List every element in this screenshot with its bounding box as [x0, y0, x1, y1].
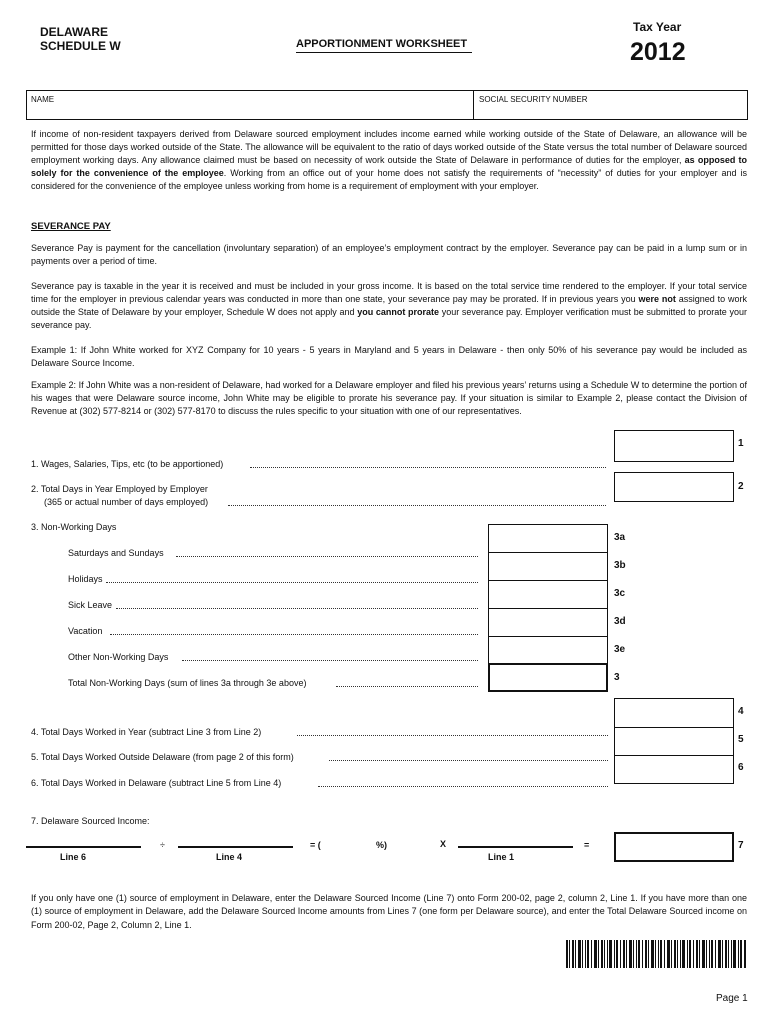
line-3a-number: 3a — [614, 532, 626, 543]
barcode — [566, 940, 746, 968]
line-7-number: 7 — [738, 840, 744, 851]
line-3a-input[interactable] — [489, 525, 607, 551]
line-7-line6-caption: Line 6 — [60, 852, 87, 862]
intro-paragraph: If income of non-resident taxpayers derived from Delaware sourced employment includes income earned while working outside of the State of Delaware, an allowance will be permitted for those days worked outside of the State. The allowance will be equivalent to the ratio of days worked outside of the State versus the total number of Delaware sourced employment working days. Any allowance claimed must be based on necessity of work outside the State of Delaware in performance of duties for the employer, as opposed to solely for the convenience of the employee. Working from an office out of your home does not satisfy the requirements of “necessity” of duties for your employer and is considered for the convenience of the employee unless working from home is a requirement of employment with your employer. — [31, 129, 747, 192]
line-3d-input[interactable] — [489, 609, 607, 635]
line-3-total-input[interactable] — [488, 663, 608, 692]
line-3e-number: 3e — [614, 644, 626, 655]
line-3d-number: 3d — [614, 616, 626, 627]
line-5-input[interactable] — [615, 728, 733, 754]
line-7-percent-field[interactable] — [326, 836, 374, 850]
line-7-divide-sign: ÷ — [160, 840, 165, 850]
line-4-number: 4 — [738, 706, 744, 717]
severance-definition: Severance Pay is payment for the cancellation (involuntary separation) of an employee’s employment contract by the employer. Severance pay can be paid in a lump sum or in payments over a period of time. — [31, 243, 747, 267]
page-number: Page 1 — [716, 993, 748, 1004]
ssn-field[interactable] — [479, 103, 744, 119]
severance-heading: SEVERANCE PAY — [31, 221, 111, 232]
identity-box — [26, 90, 748, 120]
line-4-label: 4. Total Days Worked in Year (subtract Line 3 from Line 2) — [31, 727, 262, 737]
line-3b-number: 3b — [614, 560, 626, 571]
line-2-input[interactable] — [614, 472, 734, 502]
line-5-number: 5 — [738, 734, 744, 745]
line-7-line6-field[interactable] — [26, 846, 141, 848]
name-label: NAME — [31, 95, 55, 104]
line-7-line4-field[interactable] — [178, 846, 293, 848]
line-3c-label: Sick Leave — [68, 600, 113, 610]
ssn-label: SOCIAL SECURITY NUMBER — [479, 95, 588, 104]
agency-line-2: SCHEDULE W — [40, 39, 121, 53]
tax-year-label: Tax Year — [633, 20, 682, 34]
line-7-times-sign: X — [440, 839, 447, 849]
form-title: APPORTIONMENT WORKSHEET — [296, 38, 472, 53]
line-7-input[interactable] — [614, 832, 734, 862]
severance-example-2: Example 2: If John White was a non-resident of Delaware, had worked for a Delaware employer and filed his previous years’ returns using a Schedule W to determine the portion of his wages that were Delaware source income, John White may be eligible to prorate his severance pay. If your situation is similar to Example 2, please contact the Division of Revenue at (302) 577-8214 or (302) 577-8170 to discuss the rules specific to your situation with one of our representatives. — [31, 380, 747, 417]
severance-example-1: Example 1: If John White worked for XYZ Company for 10 years - 5 years in Maryland and 5 years in Delaware - then only 50% of his severance pay would be included as Delaware Source Income. — [31, 345, 747, 369]
tax-year: 2012 — [630, 38, 686, 66]
line-2-sublabel: (365 or actual number of days employed) — [44, 497, 209, 507]
line-4-input[interactable] — [615, 699, 733, 726]
line-7-equals-sign: = — [584, 840, 590, 850]
line-3-total-number: 3 — [614, 672, 620, 683]
name-field[interactable] — [67, 103, 467, 119]
line-3c-input[interactable] — [489, 581, 607, 607]
line-3c-number: 3c — [614, 588, 626, 599]
line-7-line1-field[interactable] — [458, 846, 573, 848]
line-3b-input[interactable] — [489, 553, 607, 579]
line-3e-input[interactable] — [489, 637, 607, 662]
line-6-number: 6 — [738, 762, 744, 773]
line-1-input[interactable] — [614, 430, 734, 462]
line-3a-label: Saturdays and Sundays — [68, 548, 164, 558]
line-3-total-label: Total Non-Working Days (sum of lines 3a through 3e above) — [68, 678, 307, 688]
line-7-line4-caption: Line 4 — [216, 852, 243, 862]
line-6-input[interactable] — [615, 756, 733, 783]
line-1-label: 1. Wages, Salaries, Tips, etc (to be apportioned) — [31, 459, 224, 469]
line-7-line1-caption: Line 1 — [488, 852, 515, 862]
line-3-label: 3. Non-Working Days — [31, 522, 117, 532]
line-2-number: 2 — [738, 481, 744, 492]
line-7-label: 7. Delaware Sourced Income: — [31, 816, 150, 826]
severance-taxable: Severance pay is taxable in the year it is received and must be included in your gross income. It is based on the total service time rendered to the employer. If your total service time for the employer in previous calendar years was conducted in more than one state, your severance pay may be prorated. If in previous years you were not assigned to work outside the State of Delaware by your employer, Schedule W does not apply and you cannot prorate your severance pay. Employer verification must be submitted to prorate your severance pay. — [31, 281, 748, 331]
line-3b-label: Holidays — [68, 574, 103, 584]
line-7-equals-open: = ( — [310, 840, 321, 850]
form-agency — [40, 25, 121, 53]
line-5-label: 5. Total Days Worked Outside Delaware (from page 2 of this form) — [31, 752, 294, 762]
line-3e-label: Other Non-Working Days — [68, 652, 169, 662]
line-1-number: 1 — [738, 438, 744, 449]
filing-instructions: If you only have one (1) source of employment in Delaware, enter the Delaware Sourced Income (Line 7) onto Form 200-02, page 2, column 2, Line 1. If you have more than one (1) source of employment in Delaware, add the Delaware Sourced Income amounts from Lines 7 (one form per Delaware source), and enter the Total Delaware Sourced income on Form 200-02, Page 2, Column 2, Line 1. — [31, 893, 747, 930]
agency-line-1: DELAWARE — [40, 25, 109, 39]
line-3d-label: Vacation — [68, 626, 103, 636]
line-6-label: 6. Total Days Worked in Delaware (subtract Line 5 from Line 4) — [31, 778, 282, 788]
line-2-label: 2. Total Days in Year Employed by Employer — [31, 484, 208, 494]
line-7-percent-close: %) — [376, 840, 387, 850]
